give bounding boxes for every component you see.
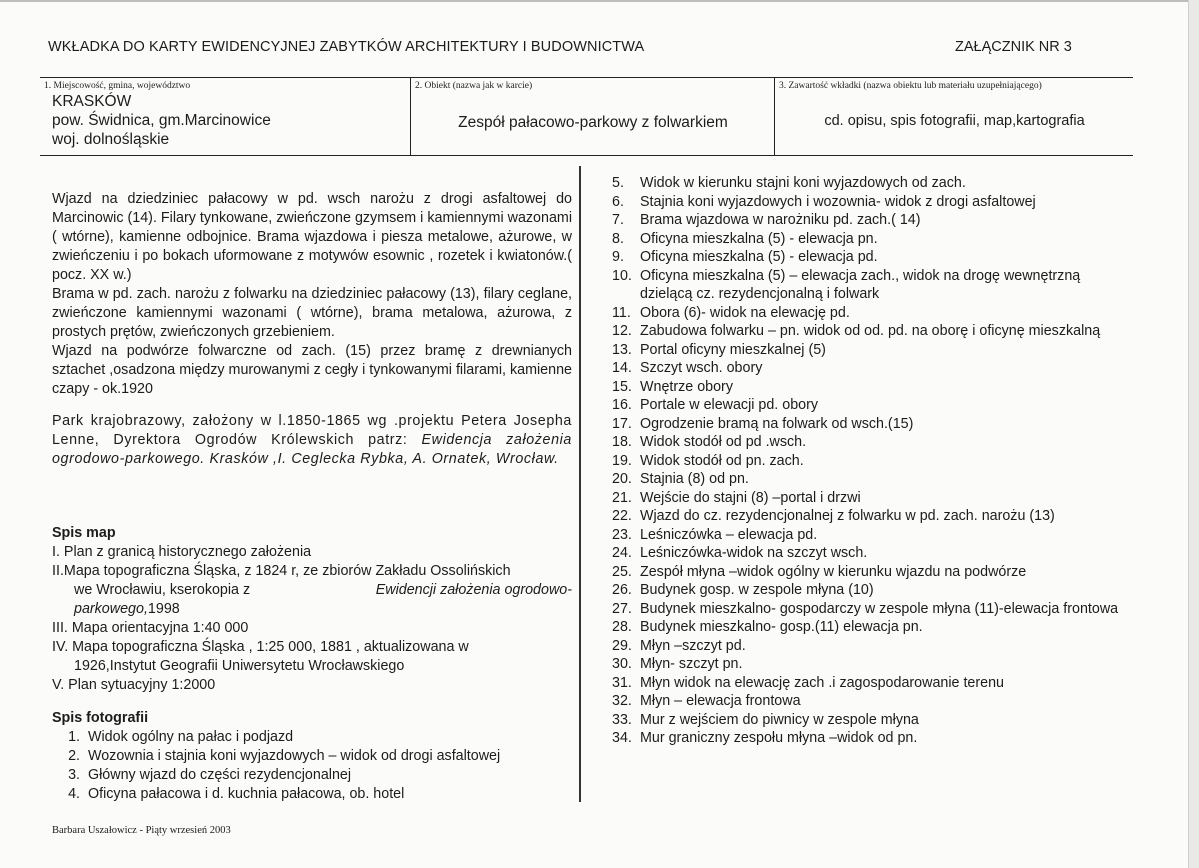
document-title: WKŁADKA DO KARTY EWIDENCYJNEJ ZABYTKÓW ARCHITEKTURY I BUDOWNICTWA <box>48 39 645 55</box>
photo-item <box>612 470 1132 489</box>
photo-item <box>612 174 1132 193</box>
photo-number: 27. <box>612 600 632 617</box>
photo-caption: Wjazd do cz. rezydencjonalnej z folwarku w pd. zach. narożu (13) <box>640 508 1055 524</box>
map-item: V. Plan sytuacyjny 1:2000 <box>52 677 216 693</box>
photo-number: 16. <box>612 397 632 413</box>
map-item: IV. Mapa topograficzna Śląska , 1:25 000, 1881 , aktualizowana w <box>52 639 469 655</box>
contents-value: cd. opisu, spis fotografii, map,kartografia <box>824 113 1085 129</box>
photo-item <box>612 507 1132 526</box>
description-paragraph: Brama w pd. zach. narożu z folwarku na dziedziniec pałacowy (13), filary ceglane, zwieńczone kamiennymi wazonami ( wtórne), brama metalowa, ażurowa, z prostych prętów, zwieńczonych grzebieniem. <box>52 286 572 340</box>
photo-list-right <box>612 174 1132 748</box>
photo-caption: Wozownia i stajnia koni wyjazdowych – widok od drogi asfaltowej <box>88 748 501 764</box>
photo-number: 13. <box>612 341 632 358</box>
description-paragraph: Wjazd na podwórze folwarczne od zach. (15) przez bramę z drewnianych sztachet ,osadzona między murowanymi z cegły i tynkowanymi filarami, kamienne czapy - ok.1920 <box>52 343 572 397</box>
photo-number: 21. <box>612 489 632 506</box>
photo-caption: Budynek gosp. w zespole młyna (10) <box>640 582 874 598</box>
photo-number: 20. <box>612 471 632 487</box>
photo-caption: Ogrodzenie bramą na folwark od wsch.(15) <box>640 415 914 432</box>
photo-number: 28. <box>612 619 632 635</box>
photo-number: 2. <box>68 748 80 764</box>
photo-caption: Młyn –szczyt pd. <box>640 637 746 654</box>
photo-item <box>612 267 1132 304</box>
photo-list-left <box>52 709 572 804</box>
photo-item <box>612 230 1132 249</box>
map-item-text: 1998 <box>147 601 180 617</box>
photo-caption: Główny wjazd do części rezydencjonalnej <box>88 767 352 783</box>
map-list <box>52 524 572 695</box>
photo-item <box>612 489 1132 508</box>
photo-caption: Mur graniczny zespołu młyna –widok od pn. <box>640 730 918 746</box>
contents-cell <box>774 78 1134 155</box>
photo-caption: Obora (6)- widok na elewację pd. <box>640 304 850 321</box>
photo-caption: Widok stodół od pn. zach. <box>640 452 804 469</box>
photo-number: 1. <box>68 729 80 745</box>
photo-caption: Młyn – elewacja frontowa <box>640 693 801 709</box>
photo-caption: Młyn widok na elewację zach .i zagospodarowanie terenu <box>640 674 1004 691</box>
map-item-continued <box>52 581 572 600</box>
photo-number: 12. <box>612 323 632 339</box>
photo-item <box>612 526 1132 545</box>
location-cell <box>40 78 410 155</box>
description-block <box>52 190 572 399</box>
photo-item <box>612 304 1132 323</box>
photo-number: 23. <box>612 526 632 543</box>
photo-item <box>612 322 1132 341</box>
photo-item <box>612 711 1132 730</box>
photo-number: 8. <box>612 230 624 247</box>
photo-number: 3. <box>68 767 80 783</box>
photo-number: 24. <box>612 545 632 561</box>
photo-item <box>612 341 1132 360</box>
photo-number: 34. <box>612 730 632 746</box>
map-item: II.Mapa topograficzna Śląska, z 1824 r, ze zbiorów Zakładu Ossolińskich <box>52 563 511 579</box>
photo-caption: Portale w elewacji pd. obory <box>640 397 819 413</box>
photo-list-heading: Spis fotografii <box>52 710 149 726</box>
map-item: I. Plan z granicą historycznego założenia <box>52 544 312 560</box>
photo-caption: Szczyt wsch. obory <box>640 360 763 376</box>
photo-caption: Wejście do stajni (8) –portal i drzwi <box>640 489 861 506</box>
photo-number: 33. <box>612 711 632 728</box>
location-label: 1. Miejscowość, gmina, województwo <box>44 81 191 91</box>
photo-caption: Widok stodół od pd .wsch. <box>640 434 807 450</box>
photo-number: 26. <box>612 582 632 598</box>
park-note <box>52 412 572 469</box>
photo-number: 10. <box>612 267 632 284</box>
photo-number: 18. <box>612 434 632 450</box>
map-item-reference: Ewidencji założenia ogrodowo- <box>375 582 572 598</box>
photo-number: 15. <box>612 378 632 395</box>
location-line: KRASKÓW <box>52 93 132 110</box>
map-item-continued: 1926,Instytut Geografii Uniwersytetu Wrocławskiego <box>74 658 405 674</box>
photo-item <box>612 729 1132 748</box>
photo-number: 7. <box>612 212 624 228</box>
photo-caption: Młyn- szczyt pn. <box>640 656 743 672</box>
photo-caption: Zespół młyna –widok ogólny w kierunku wjazdu na podwórze <box>640 563 1027 580</box>
photo-caption: Widok ogólny na pałac i podjazd <box>88 729 294 745</box>
photo-item <box>612 378 1132 397</box>
photo-item <box>612 396 1132 415</box>
photo-number: 29. <box>612 637 632 654</box>
scan-right-edge <box>1188 0 1199 868</box>
description-paragraph: Wjazd na dziedziniec pałacowy w pd. wsch narożu z drogi asfaltowej do Marcinowic (14). Filary tynkowane, zwieńczone gzymsem i kamiennymi wazonami ( wtórne), kamienne odbojnice. Brama wjazdowa i piesza metalowe, ażurowe, w zwieńczeniu i po bokach uformowane z motywów esownic , rozetek i kwiatonów.( pocz. XX w.) <box>52 191 572 283</box>
photo-number: 31. <box>612 674 632 691</box>
photo-caption: Stajnia (8) od pn. <box>640 471 749 487</box>
photo-item <box>612 563 1132 582</box>
photo-caption: Budynek mieszkalno- gospodarczy w zespole młyna (11)-elewacja frontowa <box>640 600 1119 617</box>
photo-number: 5. <box>612 175 624 191</box>
object-label: 2. Obiekt (nazwa jak w karcie) <box>415 81 533 91</box>
photo-caption: Stajnia koni wyjazdowych i wozownia- widok z drogi asfaltowej <box>640 193 1036 210</box>
map-list-heading: Spis map <box>52 525 116 541</box>
photo-number: 32. <box>612 693 632 709</box>
photo-caption: Oficyna pałacowa i d. kuchnia pałacowa, ob. hotel <box>88 786 405 802</box>
park-text: Park krajobrazowy, założony w l.1850-1865 wg .projektu Petera Josepha Lenne, Dyrektora Ogrodów Królewskich patrz: <box>52 413 572 448</box>
photo-item <box>612 655 1132 674</box>
annex-number: ZAŁĄCZNIK NR 3 <box>955 39 1072 55</box>
photo-item <box>612 581 1132 600</box>
photo-caption: Budynek mieszkalno- gosp.(11) elewacja pn. <box>640 619 923 635</box>
photo-item <box>612 692 1132 711</box>
photo-item <box>612 359 1132 378</box>
photo-caption: Oficyna mieszkalna (5) - elewacja pn. <box>640 230 878 247</box>
photo-item <box>52 747 572 766</box>
photo-item <box>612 674 1132 693</box>
contents-label: 3. Zawartość wkładki (nazwa obiektu lub materiału uzupełniającego) <box>779 81 1042 91</box>
photo-caption: Zabudowa folwarku – pn. widok od od. pd. na oborę i oficynę mieszkalną <box>640 323 1101 339</box>
author-footer: Barbara Uszałowicz - Piąty wrzesień 2003 <box>52 825 231 836</box>
park-reference: Ewidencja założenia ogrodowo-parkowego. Kraskόw ,I. Ceglecka Rybka, A. Ornatek, Wrocław. <box>52 432 572 467</box>
photo-item <box>612 544 1132 563</box>
photo-item <box>52 785 572 804</box>
photo-caption: Mur z wejściem do piwnicy w zespole młyna <box>640 711 919 728</box>
photo-number: 30. <box>612 656 632 672</box>
photo-number: 4. <box>68 786 80 802</box>
location-value <box>52 92 271 149</box>
map-item-continued <box>52 600 572 619</box>
location-line: woj. dolnośląskie <box>52 131 170 148</box>
column-divider <box>579 166 581 802</box>
photo-item <box>612 637 1132 656</box>
photo-item <box>612 452 1132 471</box>
photo-number: 19. <box>612 452 632 469</box>
scan-top-edge <box>0 0 1189 2</box>
map-item-reference: parkowego, <box>74 601 148 617</box>
photo-caption: Leśniczówka-widok na szczyt wsch. <box>640 545 868 561</box>
photo-item <box>612 415 1132 434</box>
park-paragraph <box>52 412 572 469</box>
photo-number: 14. <box>612 360 632 376</box>
photo-caption: Portal oficyny mieszkalnej (5) <box>640 341 826 358</box>
photo-number: 17. <box>612 415 632 432</box>
photo-caption: Leśniczówka – elewacja pd. <box>640 526 818 543</box>
photo-caption: Widok w kierunku stajni koni wyjazdowych od zach. <box>640 175 966 191</box>
photo-item <box>612 211 1132 230</box>
photo-number: 25. <box>612 563 632 580</box>
photo-number: 9. <box>612 249 624 265</box>
photo-caption: Oficyna mieszkalna (5) – elewacja zach., widok na drogę wewnętrzną dzielącą cz. rezydencjonalną i folwark <box>640 267 1081 302</box>
photo-item <box>612 600 1132 619</box>
photo-caption: Wnętrze obory <box>640 378 733 395</box>
photo-item <box>52 766 572 785</box>
photo-item <box>612 618 1132 637</box>
photo-caption: Oficyna mieszkalna (5) - elewacja pd. <box>640 249 878 265</box>
object-cell <box>410 78 775 155</box>
photo-number: 22. <box>612 508 632 524</box>
photo-item <box>612 433 1132 452</box>
photo-number: 6. <box>612 193 624 210</box>
photo-item <box>612 193 1132 212</box>
photo-item <box>612 248 1132 267</box>
header-form-table <box>40 77 1133 156</box>
map-item: III. Mapa orientacyjna 1:40 000 <box>52 620 249 636</box>
map-item-text: we Wrocławiu, kserokopia z <box>74 582 251 598</box>
photo-item <box>52 728 572 747</box>
photo-number: 11. <box>612 304 631 321</box>
location-line: pow. Świdnica, gm.Marcinowice <box>52 112 271 129</box>
object-value: Zespół pałacowo-parkowy z folwarkiem <box>458 114 728 131</box>
photo-caption: Brama wjazdowa w narożniku pd. zach.( 14) <box>640 212 921 228</box>
